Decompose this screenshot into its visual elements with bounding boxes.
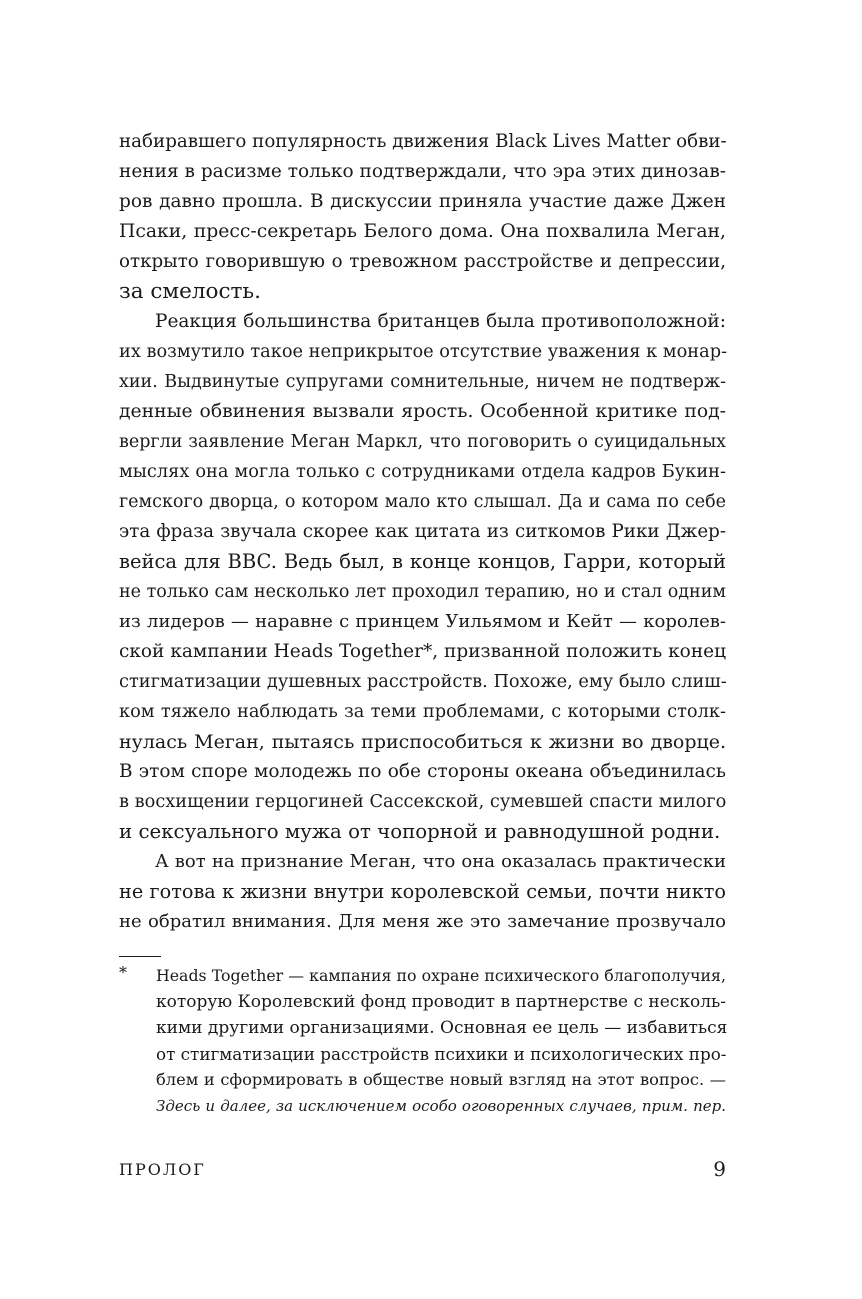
body-line: их возмутило такое неприкрытое отсутствие уважения к монар- xyxy=(119,342,728,362)
body-line: не готова к жизни внутри королевской семьи, почти никто xyxy=(119,880,726,903)
body-line-paragraph-end: за смелость. xyxy=(119,279,261,304)
body-line: стигматизации душевных расстройств. Похоже, ему было слиш- xyxy=(119,672,727,692)
body-line: открыто говорившую о тревожном расстройстве и депрессии, xyxy=(119,251,726,272)
body-line-paragraph-start: Реакция большинства британцев была противоположной: xyxy=(155,311,726,332)
body-line: Псаки, пресс-секретарь Белого дома. Она похвалила Меган, xyxy=(119,221,726,242)
body-line: ров давно прошла. В дискуссии приняла участие даже Джен xyxy=(119,191,726,212)
body-line: денные обвинения вызвали ярость. Особенной критике под- xyxy=(119,401,726,422)
body-line: набиравшего популярность движения Black Lives Matter обви- xyxy=(119,131,727,152)
body-line: нулась Меган, пытаясь приспособиться к жизни во дворце. xyxy=(119,731,726,753)
body-line: ком тяжело наблюдать за теми проблемами, с которыми столк- xyxy=(119,702,726,722)
body-line: В этом споре молодежь по обе стороны океана объединилась xyxy=(119,761,726,782)
body-line: гемского дворца, о котором мало кто слышал. Да и сама по себе xyxy=(119,492,726,512)
body-line: из лидеров — наравне с принцем Уильямом и Кейт — королев- xyxy=(119,611,726,632)
footnote-divider xyxy=(119,956,161,957)
running-head: ПРОЛОГ xyxy=(119,1160,206,1179)
body-line: нения в расизме только подтверждали, что эра этих динозав- xyxy=(119,161,726,182)
body-line: не только сам несколько лет проходил терапию, но и стал одним xyxy=(119,582,726,602)
body-line: эта фраза звучала скорее как цитата из ситкомов Рики Джер- xyxy=(119,521,726,542)
footnote-line: блем и сформировать в обществе новый взгляд на этот вопрос. — xyxy=(156,1070,726,1089)
footnote-line: которую Королевский фонд проводит в партнерстве с несколь- xyxy=(156,992,726,1012)
body-line: мыслях она могла только с сотрудниками отдела кадров Букин- xyxy=(119,462,726,482)
footnote-line: кими другими организациями. Основная ее цель — избавиться xyxy=(156,1018,728,1038)
body-line-paragraph-end: и сексуального мужа от чопорной и равнодушной родни. xyxy=(119,820,721,843)
body-line: вергли заявление Меган Маркл, что поговорить о суицидальных xyxy=(119,432,726,452)
body-line-paragraph-start: А вот на признание Меган, что она оказалась практически xyxy=(155,851,726,872)
body-line-with-footnote-ref: ской кампании Heads Together*, призванной положить конец xyxy=(119,641,726,662)
footnote-line: Heads Together — кампания по охране психического благополучия, xyxy=(156,966,726,985)
body-line: вейса для BBC. Ведь был, в конце концов, Гарри, который xyxy=(119,550,726,573)
body-line: не обратил внимания. Для меня же это замечание прозвучало xyxy=(119,911,726,932)
footnote-line: от стигматизации расстройств психики и психологических про- xyxy=(156,1044,727,1064)
page-number: 9 xyxy=(713,1157,726,1181)
body-line: в восхищении герцогиней Сассекской, сумевшей спасти милого xyxy=(119,792,727,812)
footnote-line-italic: Здесь и далее, за исключением особо оговоренных случаев, прим. пер. xyxy=(156,1097,726,1115)
footnote-marker: * xyxy=(119,963,127,982)
body-line: хии. Выдвинутые супругами сомнительные, ничем не подтверж- xyxy=(119,372,726,392)
